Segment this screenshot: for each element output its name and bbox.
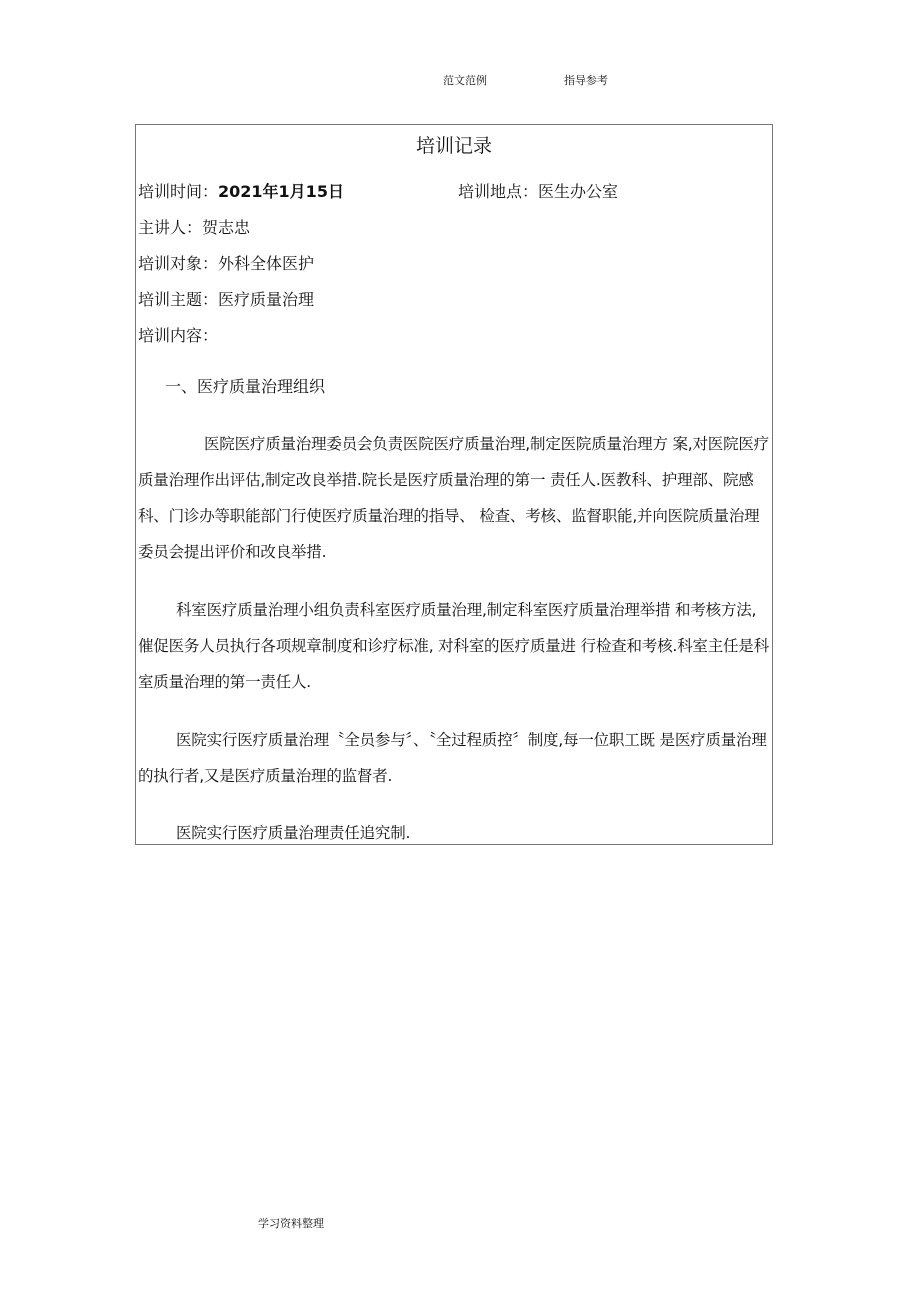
topic-line: 培训主题：医疗质量治理	[138, 290, 315, 309]
training-location-label: 培训地点：	[458, 182, 539, 201]
training-location-value: 医生办公室	[538, 182, 619, 201]
training-record-box	[135, 124, 773, 845]
header-right-text: 指导参考	[564, 74, 608, 87]
training-location-row	[458, 181, 618, 203]
record-title: 培训记录	[415, 135, 492, 157]
paragraph-2: 科室医疗质量治理小组负责科室医疗质量治理,制定科室医疗质量治理举措 和考核方法,催促医务人员执行各项规章制度和诊疗标准, 对科室的医疗质量进 行检查和考核.科室主任是科室质量治理的第一责任人.	[138, 601, 769, 691]
content-label: 培训内容：	[138, 326, 219, 345]
paragraph-1: 医院医疗质量治理委员会负责医院医疗质量治理,制定医院质量治理方 案,对医院医疗质量治理作出评估,制定改良举措.院长是医疗质量治理的第一 责任人.医教科、护理部、院感科、门诊办等职能部门行使医疗质量治理的指导、 检查、考核、监督职能,并向医院质量治理委员会提出评价和改良举措.	[138, 435, 769, 561]
audience-line: 培训对象：外科全体医护	[138, 254, 315, 273]
section-heading: 一、医疗质量治理组织	[165, 377, 326, 396]
paragraph-3: 医院实行医疗质量治理〝全员参与〞、〝全过程质控〞制度,每一位职工既 是医疗质量治理的执行者,又是医疗质量治理的监督者.	[138, 731, 767, 785]
footer-text: 学习资料整理	[258, 1217, 324, 1230]
paragraph-4: 医院实行医疗质量治理责任追究制.	[176, 824, 411, 842]
training-time-label: 培训时间：	[138, 182, 219, 201]
training-time-value: 2021年1月15日	[218, 182, 344, 201]
header-left-text: 范文范例	[443, 74, 487, 87]
speaker-line: 主讲人：贺志忠	[138, 218, 251, 237]
training-time-row	[138, 181, 344, 203]
